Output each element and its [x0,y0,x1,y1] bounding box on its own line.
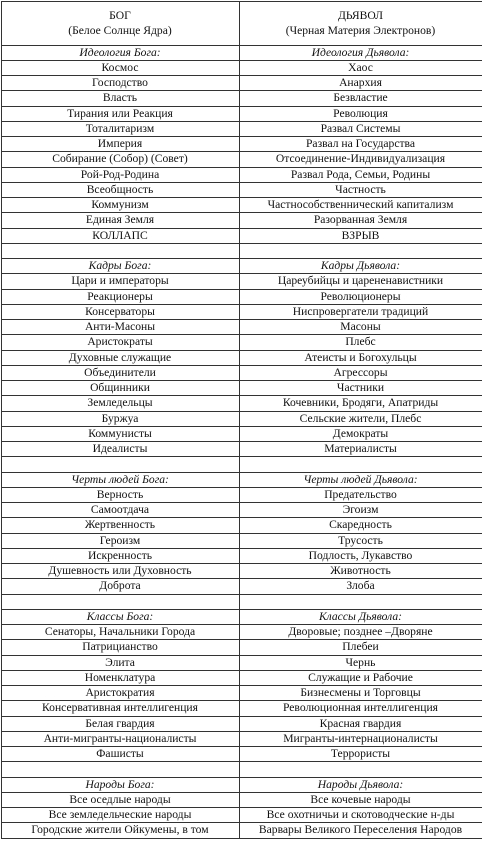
devil-column-cell: Подлость, Лукавство [239,548,482,563]
god-column-cell: Буржуа [1,411,239,426]
devil-column-cell: Злоба [239,579,482,594]
table-row [1,274,482,289]
devil-column-cell: Классы Дьявола: [239,609,482,624]
god-column-cell: Черты людей Бога: [1,472,239,487]
table-row [1,625,482,640]
god-column-cell: Доброта [1,579,239,594]
table-row [1,426,482,441]
table-row [1,228,482,243]
table-row [1,701,482,716]
god-column-cell: Власть [1,91,239,106]
table-row [1,76,482,91]
god-column-cell: Господство [1,76,239,91]
god-column-cell: Классы Бога: [1,609,239,624]
devil-column-cell [239,594,482,609]
devil-column-cell: Агрессоры [239,365,482,380]
devil-column-cell: Частнособственнический капитализм [239,198,482,213]
god-column-cell: Кадры Бога: [1,259,239,274]
god-column-cell: Аристократы [1,335,239,350]
table-row [1,487,482,502]
god-column-cell: Идеалисты [1,442,239,457]
devil-column-cell: Народы Дьявола: [239,777,482,792]
table-row [1,533,482,548]
section-header-row [1,609,482,624]
section-header-row [1,259,482,274]
table-row [1,335,482,350]
devil-column-cell: Анархия [239,76,482,91]
god-column-cell: Цари и императоры [1,274,239,289]
devil-column-cell: Разорванная Земля [239,213,482,228]
god-column-cell: Анти-Масоны [1,320,239,335]
table-row [1,548,482,563]
table-row [1,747,482,762]
god-column-cell: Белая гвардия [1,716,239,731]
devil-column-cell [239,243,482,258]
devil-column-cell: Все охотничьи и скотоводческие н-ды [239,808,482,823]
table-row [1,518,482,533]
god-column-cell: Анти-мигранты-националисты [1,731,239,746]
table-row [1,655,482,670]
devil-column-cell: Варвары Великого Переселения Народов [239,823,482,838]
god-column-cell: Коммунисты [1,426,239,441]
header-devil-cell [239,1,482,45]
table-row [1,792,482,807]
devil-column-cell: Кадры Дьявола: [239,259,482,274]
table-row [1,411,482,426]
devil-column-cell: Предательство [239,487,482,502]
table-row [1,60,482,75]
god-column-cell: Единая Земля [1,213,239,228]
god-column-cell: Рой-Род-Родина [1,167,239,182]
god-column-cell: Патрицианство [1,640,239,655]
devil-column-cell: Бизнесмены и Торговцы [239,686,482,701]
table-row [1,640,482,655]
table-row [1,167,482,182]
god-column-cell: Тирания или Реакция [1,106,239,121]
table-row [1,365,482,380]
devil-column-cell: Демократы [239,426,482,441]
table-row [1,396,482,411]
god-column-cell: Идеология Бога: [1,45,239,60]
devil-column-cell: Хаос [239,60,482,75]
devil-column-cell: Мигранты-интернационалисты [239,731,482,746]
god-column-cell: Духовные служащие [1,350,239,365]
section-header-row [1,777,482,792]
god-column-cell: Искренность [1,548,239,563]
devil-column-cell: Революционеры [239,289,482,304]
devil-column-cell: Атеисты и Богохульцы [239,350,482,365]
god-column-cell: Народы Бога: [1,777,239,792]
god-column-cell: Собирание (Собор) (Совет) [1,152,239,167]
god-column-cell: Жертвенность [1,518,239,533]
table-row [1,289,482,304]
header-row [1,1,482,45]
god-column-cell: Сенаторы, Начальники Города [1,625,239,640]
table-body [1,1,482,838]
table-row [1,823,482,838]
table-row [1,808,482,823]
god-column-cell: Все оседлые народы [1,792,239,807]
section-header-row [1,472,482,487]
table-row [1,106,482,121]
devil-column-cell: Отсоединение-Индивидуализация [239,152,482,167]
god-column-cell: Объединители [1,365,239,380]
spacer-row [1,243,482,258]
table-row [1,304,482,319]
god-column-cell: Консервативная интеллигенция [1,701,239,716]
devil-column-cell: Ниспровергатели традиций [239,304,482,319]
god-column-cell: Городские жители Ойкумены, в том [1,823,239,838]
table-row [1,198,482,213]
header-god-title: БОГ [3,8,238,23]
god-column-cell: Консерваторы [1,304,239,319]
table-row [1,503,482,518]
god-column-cell: Космос [1,60,239,75]
devil-column-cell: Трусость [239,533,482,548]
header-devil-title: ДЬЯВОЛ [241,8,481,23]
god-column-cell: Номенклатура [1,670,239,685]
devil-column-cell: Революционная интеллигенция [239,701,482,716]
devil-column-cell: Скаредность [239,518,482,533]
devil-column-cell: Частность [239,182,482,197]
god-column-cell [1,762,239,777]
spacer-row [1,594,482,609]
devil-column-cell: Частники [239,381,482,396]
god-column-cell: Самоотдача [1,503,239,518]
god-column-cell: Тоталитаризм [1,121,239,136]
devil-column-cell: Черты людей Дьявола: [239,472,482,487]
table-row [1,564,482,579]
table-row [1,381,482,396]
table-row [1,686,482,701]
table-row [1,442,482,457]
devil-column-cell: Чернь [239,655,482,670]
table-row [1,731,482,746]
devil-column-cell: Сельские жители, Плебс [239,411,482,426]
devil-column-cell: Материалисты [239,442,482,457]
god-column-cell [1,243,239,258]
devil-column-cell: Безвластие [239,91,482,106]
devil-column-cell: Эгоизм [239,503,482,518]
god-column-cell [1,457,239,472]
table-row [1,579,482,594]
god-column-cell: Все земледельческие народы [1,808,239,823]
comparison-table [1,1,482,839]
god-column-cell: Верность [1,487,239,502]
god-column-cell: Империя [1,137,239,152]
devil-column-cell: Все кочевые народы [239,792,482,807]
table-row [1,152,482,167]
devil-column-cell: ВЗРЫВ [239,228,482,243]
devil-column-cell: Цареубийцы и царененавистники [239,274,482,289]
table-row [1,716,482,731]
god-column-cell: Фашисты [1,747,239,762]
table-row [1,91,482,106]
section-header-row [1,45,482,60]
devil-column-cell: Служащие и Рабочие [239,670,482,685]
god-column-cell: Земледельцы [1,396,239,411]
table-row [1,213,482,228]
table-row [1,137,482,152]
table-row [1,182,482,197]
table-row [1,670,482,685]
god-column-cell: КОЛЛАПС [1,228,239,243]
devil-column-cell: Развал Рода, Семьи, Родины [239,167,482,182]
god-column-cell: Элита [1,655,239,670]
devil-column-cell [239,762,482,777]
spacer-row [1,457,482,472]
spacer-row [1,762,482,777]
devil-column-cell: Террористы [239,747,482,762]
god-column-cell: Коммунизм [1,198,239,213]
devil-column-cell: Дворовые; позднее –Дворяне [239,625,482,640]
god-column-cell [1,594,239,609]
god-column-cell: Всеобщность [1,182,239,197]
god-column-cell: Общинники [1,381,239,396]
devil-column-cell: Масоны [239,320,482,335]
god-column-cell: Героизм [1,533,239,548]
table-row [1,350,482,365]
god-column-cell: Душевность или Духовность [1,564,239,579]
table-row [1,320,482,335]
devil-column-cell: Развал Системы [239,121,482,136]
devil-column-cell: Идеология Дьявола: [239,45,482,60]
header-god-cell [1,1,239,45]
devil-column-cell: Красная гвардия [239,716,482,731]
devil-column-cell: Развал на Государства [239,137,482,152]
devil-column-cell: Революция [239,106,482,121]
devil-column-cell [239,457,482,472]
devil-column-cell: Плебеи [239,640,482,655]
god-column-cell: Аристократия [1,686,239,701]
table-row [1,121,482,136]
devil-column-cell: Кочевники, Бродяги, Апатриды [239,396,482,411]
header-devil-subtitle: (Черная Материя Электронов) [241,23,481,38]
header-god-subtitle: (Белое Солнце Ядра) [3,23,238,38]
god-column-cell: Реакционеры [1,289,239,304]
devil-column-cell: Плебс [239,335,482,350]
devil-column-cell: Животность [239,564,482,579]
